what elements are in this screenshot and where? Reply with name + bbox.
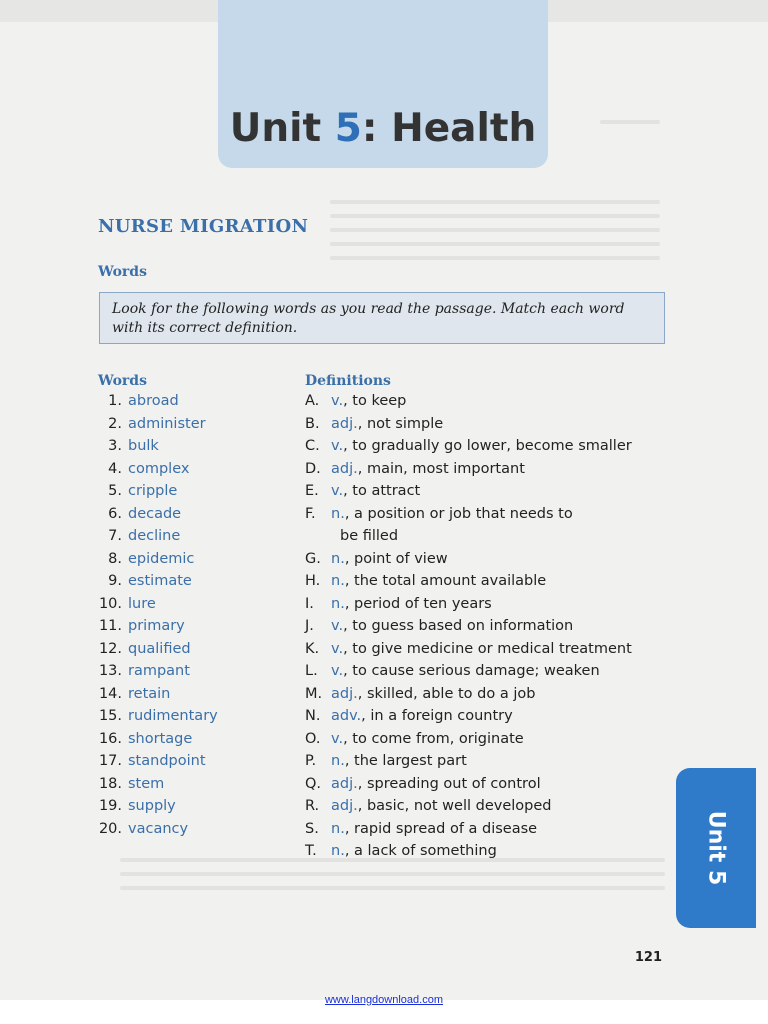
part-of-speech: n.	[331, 505, 345, 522]
definition-item	[305, 615, 632, 638]
definition-item	[305, 390, 632, 413]
definition-letter: S.	[305, 820, 319, 837]
section-subtitle: Words	[98, 264, 147, 280]
word-number: 8.	[108, 550, 122, 567]
word-number: 4.	[108, 460, 122, 477]
word-text: estimate	[128, 573, 192, 589]
word-number: 17.	[98, 753, 122, 769]
word-number: 18.	[98, 775, 122, 792]
definition-item	[305, 593, 632, 616]
word-text: complex	[128, 460, 190, 477]
word-text: decline	[128, 528, 181, 544]
definition-letter: R.	[305, 798, 320, 814]
word-text: epidemic	[128, 550, 195, 567]
definition-text: , to come from, originate	[343, 730, 524, 747]
word-item	[98, 548, 218, 571]
definition-text: , main, most important	[357, 460, 525, 477]
word-number: 7.	[108, 528, 122, 544]
part-of-speech: v.	[331, 483, 344, 499]
definition-letter: M.	[305, 685, 323, 702]
definition-item	[305, 660, 632, 683]
word-text: rudimentary	[128, 708, 218, 724]
definition-text: , spreading out of control	[357, 775, 541, 792]
instructions-text: Look for the following words as you read the passage. Match each word with its correct definition.	[112, 301, 625, 336]
word-item	[98, 728, 218, 751]
unit-title-prefix: Unit	[229, 106, 335, 151]
part-of-speech: adj.	[331, 415, 358, 432]
definition-letter: P.	[305, 753, 317, 769]
part-of-speech: n.	[331, 753, 345, 769]
bleed-through-line	[330, 214, 660, 218]
definition-text: , to guess based on information	[343, 618, 574, 634]
definition-item	[305, 840, 632, 863]
definition-letter: O.	[305, 730, 321, 747]
definition-text: , not simple	[357, 415, 444, 432]
page-number: 121	[634, 950, 662, 965]
definition-item	[305, 413, 632, 436]
part-of-speech: n.	[331, 843, 345, 859]
word-item	[98, 773, 218, 796]
definition-item	[305, 795, 632, 818]
definition-letter: I.	[305, 595, 314, 612]
word-text: rampant	[128, 663, 190, 679]
word-item	[98, 705, 218, 728]
definition-text: , the largest part	[344, 753, 467, 769]
definition-text: , basic, not well developed	[357, 798, 552, 814]
definition-letter: A.	[305, 393, 320, 409]
word-item	[98, 413, 218, 436]
definition-text: , rapid spread of a disease	[344, 820, 538, 837]
bleed-through-line	[600, 120, 660, 124]
word-text: qualified	[128, 640, 191, 657]
bleed-through-line	[330, 256, 660, 260]
word-text: bulk	[128, 438, 159, 454]
definition-text: , period of ten years	[344, 595, 492, 612]
definition-letter: G.	[305, 550, 321, 567]
word-text: decade	[128, 505, 182, 522]
definition-item	[305, 773, 632, 796]
definition-item	[305, 458, 632, 481]
definition-text: , in a foreign country	[361, 708, 513, 724]
definition-item	[305, 728, 632, 751]
definition-letter: K.	[305, 640, 320, 657]
definition-letter: Q.	[305, 775, 322, 792]
word-item	[98, 750, 218, 773]
part-of-speech: adj.	[331, 775, 358, 792]
word-number: 19.	[98, 798, 122, 814]
word-number: 6.	[108, 505, 122, 522]
word-number: 12.	[98, 640, 122, 657]
definition-text: , point of view	[344, 550, 448, 567]
part-of-speech: v.	[331, 640, 344, 657]
part-of-speech: adv.	[331, 708, 362, 724]
part-of-speech: v.	[331, 438, 344, 454]
words-column-header: Words	[98, 373, 147, 389]
word-item	[98, 683, 218, 706]
word-item	[98, 390, 218, 413]
word-item	[98, 525, 218, 548]
definition-item	[305, 638, 632, 661]
definition-letter: C.	[305, 438, 320, 454]
word-number: 11.	[98, 618, 122, 634]
part-of-speech: n.	[331, 573, 345, 589]
word-item	[98, 818, 218, 841]
part-of-speech: n.	[331, 550, 345, 567]
unit-number: 5	[334, 106, 362, 151]
word-text: retain	[128, 685, 171, 702]
definition-text: , a position or job that needs to	[344, 505, 573, 522]
bleed-through-line	[330, 200, 660, 204]
footer-website-link[interactable]: www.langdownload.com	[324, 994, 443, 1006]
part-of-speech: v.	[331, 663, 344, 679]
definition-item	[305, 683, 632, 706]
definition-letter: T.	[305, 843, 317, 859]
definition-text: , the total amount available	[344, 573, 547, 589]
definition-text: , to attract	[343, 483, 421, 499]
word-number: 14.	[98, 685, 122, 702]
unit-title-suffix: : Health	[361, 106, 537, 151]
word-number: 5.	[108, 483, 122, 499]
word-item	[98, 503, 218, 526]
definition-text: , to keep	[343, 393, 407, 409]
part-of-speech: adj.	[331, 798, 358, 814]
definition-item	[305, 548, 632, 571]
word-number: 16.	[98, 730, 122, 747]
unit-side-tab-label: Unit 5	[703, 810, 729, 886]
word-item	[98, 593, 218, 616]
definition-item	[305, 503, 632, 548]
definition-letter: H.	[305, 573, 321, 589]
word-item	[98, 480, 218, 503]
definition-letter: N.	[305, 708, 321, 724]
word-item	[98, 435, 218, 458]
word-text: standpoint	[128, 753, 206, 769]
definition-letter: B.	[305, 415, 320, 432]
instructions-box	[99, 292, 665, 344]
part-of-speech: v.	[331, 730, 344, 747]
part-of-speech: n.	[331, 595, 345, 612]
bleed-through-line	[120, 886, 665, 890]
part-of-speech: v.	[331, 393, 344, 409]
bleed-through-line	[330, 242, 660, 246]
definition-item	[305, 435, 632, 458]
word-item	[98, 615, 218, 638]
word-number: 13.	[98, 663, 122, 679]
word-number: 20.	[98, 820, 122, 837]
part-of-speech: adj.	[331, 685, 358, 702]
word-number: 2.	[108, 415, 122, 432]
definition-letter: F.	[305, 505, 316, 522]
word-text: abroad	[128, 393, 179, 409]
definition-text: , to gradually go lower, become smaller	[343, 438, 632, 454]
word-text: primary	[128, 618, 185, 634]
word-number: 9.	[108, 573, 122, 589]
word-text: administer	[128, 415, 206, 432]
word-text: vacancy	[128, 820, 189, 837]
word-text: cripple	[128, 483, 178, 499]
definition-text-continued: be filled	[340, 528, 399, 544]
part-of-speech: v.	[331, 618, 344, 634]
word-number: 1.	[108, 393, 122, 409]
part-of-speech: adj.	[331, 460, 358, 477]
word-item	[98, 638, 218, 661]
word-item	[98, 570, 218, 593]
definition-item	[305, 570, 632, 593]
word-number: 15.	[98, 708, 122, 724]
word-text: supply	[128, 798, 176, 814]
definition-letter: E.	[305, 483, 319, 499]
definition-text: , to cause serious damage; weaken	[343, 663, 600, 679]
definitions-column-header: Definitions	[305, 373, 391, 389]
definition-item	[305, 750, 632, 773]
definition-item	[305, 705, 632, 728]
definition-text: , skilled, able to do a job	[357, 685, 536, 702]
section-title: NURSE MIGRATION	[98, 216, 309, 237]
word-text: stem	[128, 775, 165, 792]
word-number: 10.	[98, 595, 122, 612]
word-item	[98, 660, 218, 683]
bleed-through-line	[120, 872, 665, 876]
word-text: lure	[128, 595, 156, 612]
definition-item	[305, 480, 632, 503]
word-number: 3.	[108, 438, 122, 454]
word-text: shortage	[128, 730, 193, 747]
definition-letter: J.	[305, 618, 314, 634]
definition-letter: L.	[305, 663, 318, 679]
part-of-speech: n.	[331, 820, 345, 837]
word-list	[98, 390, 218, 840]
bleed-through-line	[330, 228, 660, 232]
word-item	[98, 795, 218, 818]
word-item	[98, 458, 218, 481]
definition-item	[305, 818, 632, 841]
unit-title	[218, 106, 548, 151]
definition-text: , to give medicine or medical treatment	[343, 640, 632, 657]
definition-text: , a lack of something	[344, 843, 497, 859]
definition-list	[305, 390, 632, 863]
definition-letter: D.	[305, 460, 321, 477]
